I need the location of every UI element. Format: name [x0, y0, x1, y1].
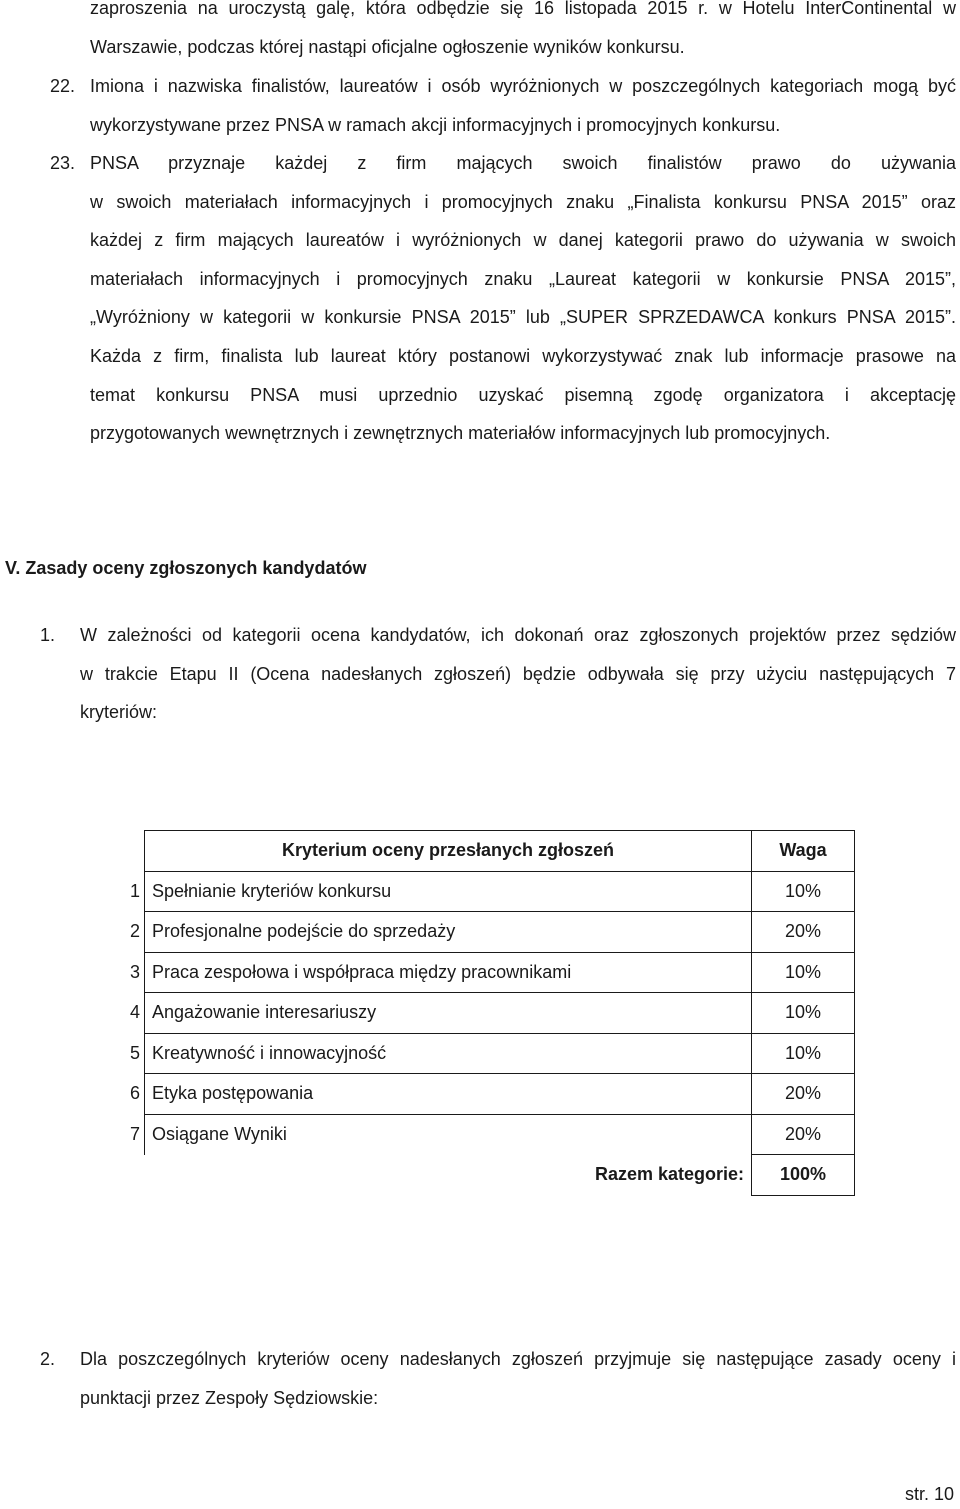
- row-criterion: Spełnianie kryteriów konkursu: [145, 871, 752, 912]
- item-23-line-6: Każda z firm, finalista lub laureat który postanowi wykorzystywać znak lub informacje prasowe na: [90, 345, 956, 366]
- row-index: 2: [130, 921, 141, 942]
- item-23-line-2: w swoich materiałach informacyjnych i promocyjnych znaku „Finalista konkursu PNSA 2015” oraz: [90, 191, 956, 212]
- table-row: [126, 871, 855, 912]
- row-weight: 10%: [752, 1033, 855, 1074]
- table-header-weight: Waga: [752, 831, 855, 872]
- row-index: 4: [130, 1002, 141, 1023]
- table-header-index: [126, 831, 145, 872]
- top-paragraph-line-1: zaproszenia na uroczystą galę, która odbędzie się 16 listopada 2015 r. w Hotelu InterContinental w: [90, 0, 956, 18]
- table-row: [126, 1114, 855, 1155]
- row-weight: 10%: [752, 871, 855, 912]
- criteria-table: [126, 830, 855, 1196]
- total-index: [126, 1155, 145, 1196]
- item-23-number: 23.: [50, 153, 76, 173]
- item-23-line-1: PNSA przyznaje każdej z firm mających swoich finalistów prawo do używania: [90, 153, 956, 173]
- row-criterion: Osiągane Wyniki: [145, 1114, 752, 1155]
- point-2-line-1: Dla poszczególnych kryteriów oceny nadesłanych zgłoszeń przyjmuje się następujące zasady oceny i: [80, 1349, 956, 1369]
- point-2-line-2: punktacji przez Zespoły Sędziowskie:: [80, 1387, 379, 1408]
- row-weight: 20%: [752, 1074, 855, 1115]
- table-row: [126, 952, 855, 993]
- item-22-line-1: Imiona i nazwiska finalistów, laureatów i osób wyróżnionych w poszczególnych kategoriach mogą być: [90, 76, 956, 96]
- point-1-line-3: kryteriów:: [80, 702, 158, 723]
- row-index: 3: [130, 961, 141, 982]
- table-total-row: [126, 1155, 855, 1196]
- row-index: 5: [130, 1042, 141, 1063]
- table-header-row: [126, 831, 855, 872]
- top-paragraph-line-2: Warszawie, podczas której nastąpi oficjalne ogłoszenie wyników konkursu.: [90, 36, 685, 57]
- row-index: 1: [130, 880, 141, 901]
- row-criterion: Kreatywność i innowacyjność: [145, 1033, 752, 1074]
- point-1-line-2: w trakcie Etapu II (Ocena nadesłanych zgłoszeń) będzie odbywała się przy użyciu następujących 7: [80, 663, 956, 684]
- table-header-criterion: Kryterium oceny przesłanych zgłoszeń: [145, 831, 752, 872]
- row-weight: 20%: [752, 912, 855, 953]
- table-row: [126, 1074, 855, 1115]
- row-weight: 20%: [752, 1114, 855, 1155]
- total-label: Razem kategorie:: [594, 1164, 745, 1185]
- item-23-line-4: materiałach informacyjnych i promocyjnych znaku „Laureat kategorii w konkursie PNSA 2015”,: [90, 268, 956, 289]
- row-weight: 10%: [752, 952, 855, 993]
- point-1-line-1: W zależności od kategorii ocena kandydatów, ich dokonań oraz zgłoszonych projektów przez sędziów: [80, 625, 956, 645]
- point-1-number: 1.: [40, 625, 56, 645]
- row-index: 7: [130, 1123, 141, 1144]
- item-23-line-7: temat konkursu PNSA musi uprzednio uzyskać pisemną zgodę organizatora i akceptację: [90, 384, 956, 405]
- point-1-text: [80, 616, 956, 732]
- item-22-line-2: wykorzystywane przez PNSA w ramach akcji informacyjnych i promocyjnych konkursu.: [90, 114, 781, 135]
- page-number: str. 10: [904, 1484, 954, 1504]
- row-index: 6: [130, 1083, 141, 1104]
- row-criterion: Profesjonalne podejście do sprzedaży: [145, 912, 752, 953]
- item-23-text: [90, 144, 956, 453]
- row-criterion: Etyka postępowania: [145, 1074, 752, 1115]
- item-22-text: [90, 67, 956, 144]
- item-23-line-3: każdej z firm mających laureatów i wyróżnionych w danej kategorii prawo do używania w swoich: [90, 230, 956, 251]
- point-2-text: [80, 1340, 956, 1417]
- table-row: [126, 993, 855, 1034]
- total-value: 100%: [752, 1155, 855, 1196]
- point-2-number: 2.: [40, 1349, 56, 1369]
- row-weight: 10%: [752, 993, 855, 1034]
- top-paragraph: [90, 0, 956, 66]
- row-criterion: Praca zespołowa i współpraca między pracownikami: [145, 952, 752, 993]
- item-23-line-5: „Wyróżniony w kategorii w konkursie PNSA 2015” lub „SUPER SPRZEDAWCA konkurs PNSA 2015”.: [90, 307, 956, 328]
- table-row: [126, 1033, 855, 1074]
- row-criterion: Angażowanie interesariuszy: [145, 993, 752, 1034]
- table-row: [126, 912, 855, 953]
- item-23-line-8: przygotowanych wewnętrznych i zewnętrznych materiałów informacyjnych lub promocyjnych.: [90, 423, 831, 444]
- section-heading: V. Zasady oceny zgłoszonych kandydatów: [5, 558, 367, 578]
- item-22-number: 22.: [50, 76, 76, 96]
